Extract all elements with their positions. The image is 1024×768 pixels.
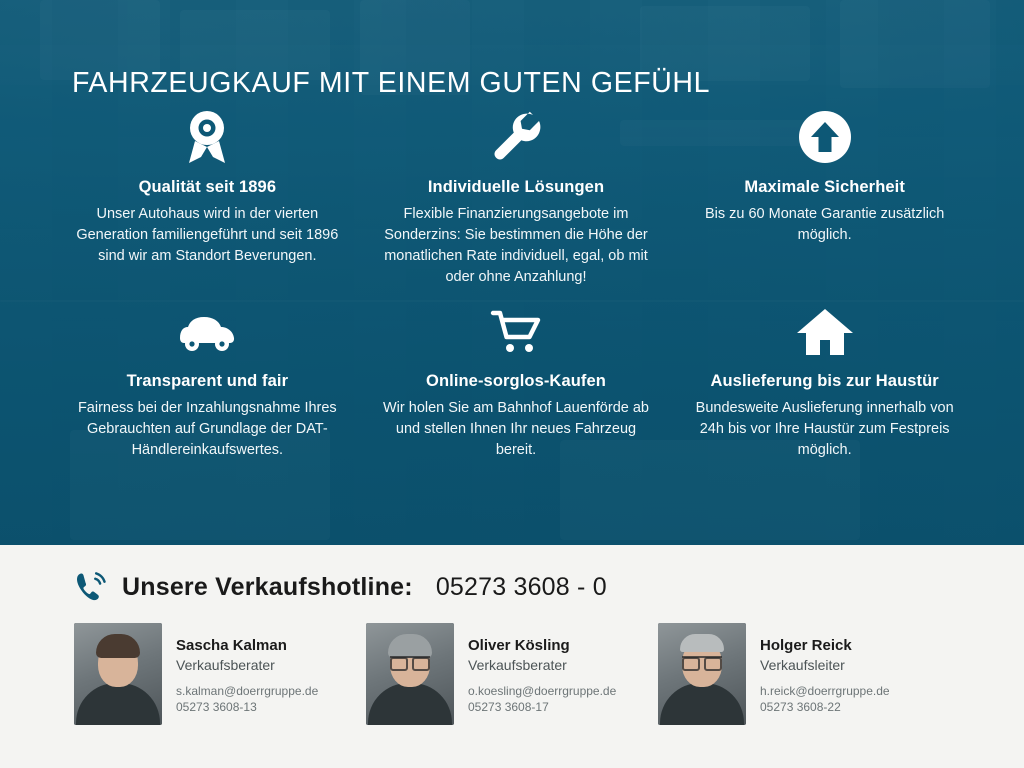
feature-item — [60, 108, 355, 288]
wrench-icon — [379, 108, 654, 166]
page-title: FAHRZEUGKAUF MIT EINEM GUTEN GEFÜHL — [72, 67, 711, 100]
feature-text: Bundesweite Auslieferung innerhalb von 24h bis vor Ihre Haustür zum Festpreis möglich. — [695, 400, 954, 459]
feature-title: Individuelle Lösungen — [427, 178, 605, 196]
shopping-cart-icon — [379, 304, 654, 360]
contact-name: Sascha Kalman — [176, 637, 287, 654]
feature-title: Qualität seit 1896 — [138, 178, 277, 196]
contact-role: Verkaufsberater — [468, 657, 567, 673]
award-rosette-icon — [70, 108, 345, 166]
feature-item — [677, 108, 972, 288]
feature-title: Online-sorglos-Kaufen — [426, 372, 606, 391]
arrow-up-circle-icon — [687, 108, 962, 166]
avatar — [658, 623, 746, 725]
contact-email[interactable]: s.kalman@doerrgruppe.de — [176, 683, 319, 698]
avatar — [366, 623, 454, 725]
feature-item — [60, 304, 355, 461]
contact-role: Verkaufsberater — [176, 657, 275, 673]
house-icon — [687, 304, 962, 360]
feature-text: Wir holen Sie am Bahnhof Lauenförde ab und stellen Ihnen Ihr neues Fahrzeug bereit. — [382, 400, 649, 459]
feature-text: Flexible Finanzierungsangebote im Sonderzins: Sie bestimmen die Höhe der monatlichen Rate individuell, egal, ob mit oder ohne Anzahlung! — [384, 206, 648, 286]
contact-email[interactable]: o.koesling@doerrgruppe.de — [468, 683, 617, 698]
car-icon — [70, 304, 345, 360]
feature-title: Maximale Sicherheit — [744, 178, 905, 196]
feature-grid — [60, 108, 972, 461]
contact-section — [0, 545, 1024, 768]
feature-text: Bis zu 60 Monate Garantie zusätzlich möglich. — [704, 206, 945, 244]
contact-phone[interactable]: 05273 3608-17 — [468, 699, 549, 714]
feature-text: Unser Autohaus wird in der vierten Generation familiengeführt und seit 1896 sind wir am Standort Beverungen. — [76, 206, 339, 265]
contact-phone[interactable]: 05273 3608-13 — [176, 699, 257, 714]
contact-phone[interactable]: 05273 3608-22 — [760, 699, 841, 714]
feature-item — [677, 304, 972, 461]
contact-name: Holger Reick — [760, 637, 852, 654]
contact-card — [74, 623, 366, 725]
hotline-number[interactable]: 05273 3608 - 0 — [435, 572, 607, 601]
contact-card — [366, 623, 658, 725]
feature-title: Auslieferung bis zur Haustür — [710, 372, 939, 391]
avatar — [74, 623, 162, 725]
feature-text: Fairness bei der Inzahlungsnahme Ihres Gebrauchten auf Grundlage der DAT-Händlereinkaufswertes. — [77, 400, 337, 459]
phone-ringing-icon — [74, 570, 108, 604]
contact-email[interactable]: h.reick@doerrgruppe.de — [760, 683, 890, 698]
contact-name: Oliver Kösling — [468, 637, 570, 654]
feature-title: Transparent und fair — [126, 372, 289, 391]
hotline-label: Unsere Verkaufshotline: — [122, 572, 413, 601]
hotline-row — [74, 570, 607, 604]
feature-item — [369, 108, 664, 288]
contact-card — [658, 623, 950, 725]
feature-item — [369, 304, 664, 461]
contact-list — [74, 623, 954, 725]
contact-role: Verkaufsleiter — [760, 657, 845, 673]
